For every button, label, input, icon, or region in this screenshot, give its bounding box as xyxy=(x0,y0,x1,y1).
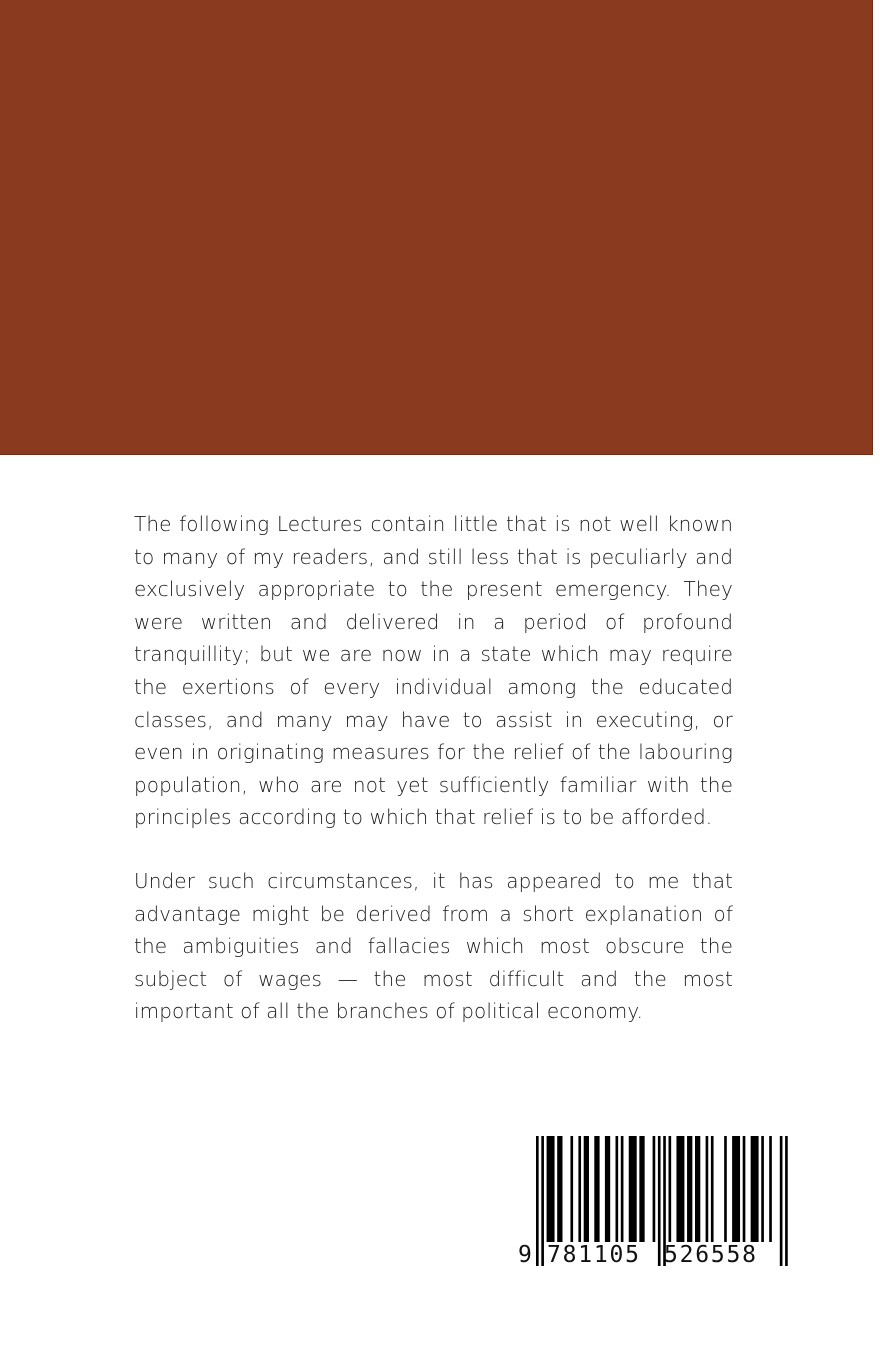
barcode-bar xyxy=(687,1136,692,1242)
barcode-bar xyxy=(584,1136,589,1242)
barcode-bar xyxy=(616,1136,619,1242)
barcode-bar xyxy=(676,1136,684,1242)
barcode-bar xyxy=(711,1136,714,1242)
barcode-guard-bar xyxy=(658,1136,661,1266)
isbn-barcode xyxy=(514,1134,794,1270)
barcode-first-digit: 9 xyxy=(518,1242,532,1268)
barcode-bar xyxy=(629,1136,637,1242)
barcode-bar xyxy=(547,1136,555,1242)
barcode-bar xyxy=(669,1136,672,1242)
barcode-graphic xyxy=(514,1134,794,1270)
barcode-bar xyxy=(621,1136,624,1242)
barcode-bar xyxy=(605,1136,610,1242)
barcode-bar xyxy=(578,1136,581,1242)
cover-color-band xyxy=(0,0,873,455)
barcode-bar xyxy=(594,1136,599,1242)
barcode-guard-bar xyxy=(536,1136,539,1266)
barcode-guard-bar xyxy=(541,1136,544,1266)
blurb-paragraph-2: Under such circumstances, it has appeared to me that advantage might be derived from a short explanation of the ambiguities and fallacies which most obscure the subject of wages — the most difficult and the most important of all the branches of political economy. xyxy=(134,868,733,1024)
barcode-bar xyxy=(639,1136,644,1242)
barcode-bar xyxy=(695,1136,700,1242)
barcode-bar xyxy=(769,1136,772,1242)
barcode-bar xyxy=(751,1136,759,1242)
barcode-bar xyxy=(761,1136,764,1242)
barcode-guard-bar xyxy=(780,1136,783,1266)
back-cover-blurb xyxy=(134,508,733,1059)
barcode-bar xyxy=(724,1136,727,1242)
barcode-bar xyxy=(557,1136,562,1242)
barcode-bar xyxy=(706,1136,709,1242)
barcode-guard-bar xyxy=(785,1136,788,1266)
barcode-bar xyxy=(653,1136,656,1242)
barcode-bar xyxy=(570,1136,573,1242)
blurb-paragraph-1: The following Lectures contain little that is not well known to many of my readers, and still less that is peculiarly and exclusively appropriate to the present emergency. They were written and delivered in a period of profound tranquillity; but we are now in a state which may require the exertions of every individual among the educated classes, and many may have to assist in executing, or even in originating measures for the relief of the labouring population, who are not yet sufficiently familiar with the principles according to which that relief is to be afforded. xyxy=(134,512,733,830)
barcode-right-digits: 526558 xyxy=(664,1242,756,1268)
barcode-bar xyxy=(732,1136,740,1242)
barcode-bar xyxy=(743,1136,746,1242)
barcode-left-digits: 781105 xyxy=(547,1242,639,1268)
